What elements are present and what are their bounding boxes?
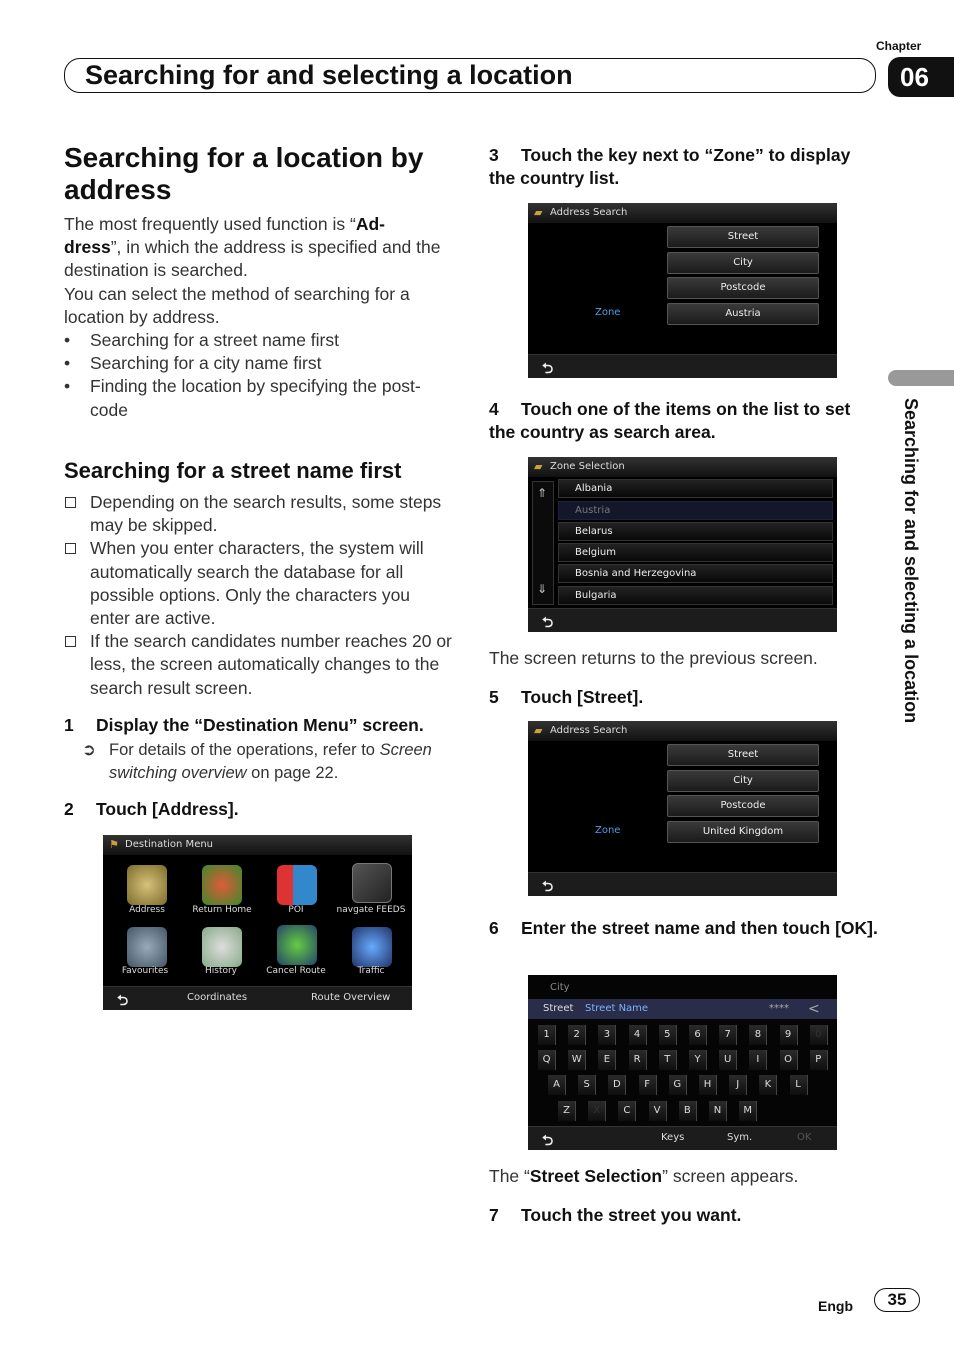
side-tab-marker	[888, 370, 954, 386]
navgate-feeds-label[interactable]: navgate FEEDS	[336, 905, 406, 915]
screen-bottom-bar	[528, 872, 837, 896]
key-w[interactable]: W	[568, 1050, 586, 1070]
intro-bold-b: dress	[64, 237, 111, 258]
chapter-label: Chapter	[876, 39, 922, 53]
result-text: The screen returns to the previous screen.	[489, 648, 818, 668]
key-3[interactable]: 3	[598, 1025, 616, 1045]
page-number: 35	[874, 1288, 920, 1312]
key-c[interactable]: C	[618, 1101, 636, 1121]
poi-icon[interactable]	[277, 865, 317, 905]
navgate-feeds-icon[interactable]	[352, 863, 392, 903]
key-6[interactable]: 6	[689, 1025, 707, 1045]
step-3: 3 Touch the key next to “Zone” to display the country list.	[489, 145, 851, 189]
list-item: • Finding the location by specifying the post-code	[64, 376, 421, 420]
street-name-input[interactable]: Street Name	[585, 1003, 649, 1014]
cancel-route-label[interactable]: Cancel Route	[266, 966, 326, 976]
intro-bold-a: Ad-	[355, 214, 385, 234]
favourites-icon[interactable]	[127, 927, 167, 967]
back-icon[interactable]: ⮌	[542, 879, 554, 895]
zone-selection-screen	[528, 457, 837, 632]
zone-list-item[interactable]: Belarus	[558, 522, 833, 541]
key-m[interactable]: M	[739, 1101, 757, 1121]
key-4[interactable]: 4	[629, 1025, 647, 1045]
checkbox-icon	[65, 497, 76, 508]
key-8[interactable]: 8	[749, 1025, 767, 1045]
screen-title: ⚑ Destination Menu	[103, 835, 412, 855]
zone-list-item[interactable]: Austria	[558, 501, 833, 520]
key-1[interactable]: 1	[538, 1025, 556, 1045]
zone-button[interactable]: United Kingdom	[667, 821, 819, 843]
street-field[interactable]	[528, 999, 837, 1019]
screen-bottom-bar	[528, 608, 837, 632]
header-title: Searching for and selecting a location	[85, 60, 573, 90]
return-home-label[interactable]: Return Home	[192, 905, 252, 915]
street-field-label: Street	[543, 1003, 574, 1014]
return-home-icon[interactable]	[202, 865, 242, 905]
screen-title: ▰ Address Search	[528, 203, 837, 223]
postcode-button[interactable]: Postcode	[667, 795, 819, 817]
section-heading: Searching for a location by address	[64, 142, 424, 205]
search-app-icon: ▰	[534, 724, 543, 737]
key-v[interactable]: V	[649, 1101, 667, 1121]
city-button[interactable]: City	[667, 252, 819, 274]
backspace-icon[interactable]: <	[808, 1001, 820, 1017]
keys-button[interactable]: Keys	[661, 1132, 685, 1143]
step-4: 4 Touch one of the items on the list to set the country as search area.	[489, 399, 851, 443]
key-f[interactable]: F	[639, 1075, 657, 1095]
language-code: Engb	[818, 1298, 853, 1314]
intro-paragraph	[64, 213, 449, 283]
intro-paragraph-2: You can select the method of searching for a location by address.	[64, 284, 410, 328]
city-button[interactable]: City	[667, 770, 819, 792]
key-9[interactable]: 9	[780, 1025, 798, 1045]
key-q[interactable]: Q	[538, 1050, 556, 1070]
step-2: 2 Touch [Address].	[64, 799, 239, 819]
screen-title: ▰ Address Search	[528, 721, 837, 741]
step-5: 5 Touch [Street].	[489, 687, 644, 707]
key-l[interactable]: L	[790, 1075, 808, 1095]
key-z[interactable]: Z	[558, 1101, 576, 1121]
key-x[interactable]: X	[588, 1101, 606, 1121]
key-y[interactable]: Y	[689, 1050, 707, 1070]
list-item: • Searching for a city name first	[64, 353, 322, 374]
method-list	[64, 329, 449, 422]
screen-bottom-bar	[103, 986, 412, 1010]
poi-label[interactable]: POI	[288, 905, 304, 915]
result-count: ****	[769, 1003, 789, 1014]
street-button[interactable]: Street	[667, 744, 819, 766]
back-icon[interactable]: ⮌	[542, 1133, 554, 1149]
subheading: Searching for a street name first	[64, 458, 402, 483]
key-5[interactable]: 5	[659, 1025, 677, 1045]
screen-title: ▰ Zone Selection	[528, 457, 837, 477]
key-0[interactable]: 0	[810, 1025, 828, 1045]
key-t[interactable]: T	[659, 1050, 677, 1070]
list-item: When you enter characters, the system will automatically search the database for all possible options. Only the characters you enter are active.	[64, 537, 454, 630]
back-icon[interactable]: ⮌	[542, 615, 554, 631]
checkbox-icon	[65, 543, 76, 554]
list-item: If the search candidates number reaches 20 or less, the screen automatically changes to the search result screen.	[64, 630, 454, 700]
notes-list	[64, 491, 454, 700]
history-label[interactable]: History	[204, 966, 238, 976]
step-7: 7 Touch the street you want.	[489, 1205, 742, 1225]
address-search-screen-1	[528, 203, 837, 378]
symbols-button[interactable]: Sym.	[727, 1132, 753, 1143]
chapter-number: 06	[888, 57, 954, 97]
zone-list-item[interactable]: Albania	[558, 479, 833, 498]
zone-list-item[interactable]: Bulgaria	[558, 586, 833, 605]
screen-bottom-bar	[528, 354, 837, 378]
key-r[interactable]: R	[629, 1050, 647, 1070]
screen-bottom-bar	[528, 1126, 837, 1150]
street-entry-screen	[528, 975, 837, 1150]
key-e[interactable]: E	[598, 1050, 616, 1070]
ok-button[interactable]: OK	[797, 1132, 812, 1143]
key-d[interactable]: D	[608, 1075, 626, 1095]
arrow-icon: ➲	[82, 741, 96, 759]
address-search-screen-2	[528, 721, 837, 896]
search-app-icon: ▰	[534, 460, 543, 473]
street-button[interactable]: Street	[667, 226, 819, 248]
key-k[interactable]: K	[759, 1075, 777, 1095]
step-6: 6 Enter the street name and then touch [OK].	[489, 918, 878, 938]
scroll-down-icon[interactable]: ⇓	[537, 582, 548, 596]
intro-text-post: ”, in which the address is specified and the destination is searched.	[64, 237, 441, 281]
postcode-button[interactable]: Postcode	[667, 277, 819, 299]
key-b[interactable]: B	[679, 1101, 697, 1121]
flag-icon: ⚑	[109, 838, 119, 851]
street-selection-text: The “Street Selection” screen appears.	[489, 1166, 799, 1186]
key-u[interactable]: U	[719, 1050, 737, 1070]
cancel-route-icon[interactable]	[277, 925, 317, 965]
list-scrollbar[interactable]	[532, 481, 554, 605]
city-field[interactable]: City	[550, 982, 570, 993]
favourites-label[interactable]: Favourites	[121, 966, 169, 976]
list-item: Depending on the search results, some steps may be skipped.	[64, 491, 454, 537]
side-tab-text: Searching for and selecting a location	[901, 398, 921, 724]
list-item: • Searching for a street name first	[64, 330, 339, 350]
key-i[interactable]: I	[749, 1050, 767, 1070]
key-a[interactable]: A	[548, 1075, 566, 1095]
search-app-icon: ▰	[534, 206, 543, 219]
destination-menu-screen	[103, 835, 412, 1010]
traffic-icon[interactable]	[352, 927, 392, 967]
key-n[interactable]: N	[709, 1101, 727, 1121]
key-2[interactable]: 2	[568, 1025, 586, 1045]
key-7[interactable]: 7	[719, 1025, 737, 1045]
history-icon[interactable]	[202, 927, 242, 967]
step-1-reference: ➲ For details of the operations, refer to Screen switching overview on page 22.	[82, 741, 432, 782]
address-icon[interactable]	[127, 865, 167, 905]
key-s[interactable]: S	[578, 1075, 596, 1095]
traffic-label[interactable]: Traffic	[357, 966, 385, 976]
key-j[interactable]: J	[729, 1075, 747, 1095]
scroll-up-icon[interactable]: ⇑	[537, 486, 548, 500]
checkbox-icon	[65, 636, 76, 647]
zone-label: Zone	[595, 307, 621, 318]
zone-label: Zone	[595, 825, 621, 836]
intro-text: The most frequently used function is “	[64, 214, 356, 234]
zone-list-item[interactable]: Bosnia and Herzegovina	[558, 564, 833, 583]
key-o[interactable]: O	[780, 1050, 798, 1070]
step-1: 1 Display the “Destination Menu” screen.	[64, 715, 424, 735]
key-h[interactable]: H	[699, 1075, 717, 1095]
route-overview-button[interactable]: Route Overview	[311, 992, 391, 1003]
header-bar	[64, 58, 876, 93]
coordinates-button[interactable]: Coordinates	[187, 992, 248, 1003]
back-icon[interactable]: ⮌	[117, 993, 129, 1009]
address-label[interactable]: Address	[129, 905, 165, 915]
zone-list-item[interactable]: Belgium	[558, 543, 833, 562]
key-g[interactable]: G	[669, 1075, 687, 1095]
zone-button[interactable]: Austria	[667, 303, 819, 325]
key-p[interactable]: P	[810, 1050, 828, 1070]
back-icon[interactable]: ⮌	[542, 361, 554, 377]
